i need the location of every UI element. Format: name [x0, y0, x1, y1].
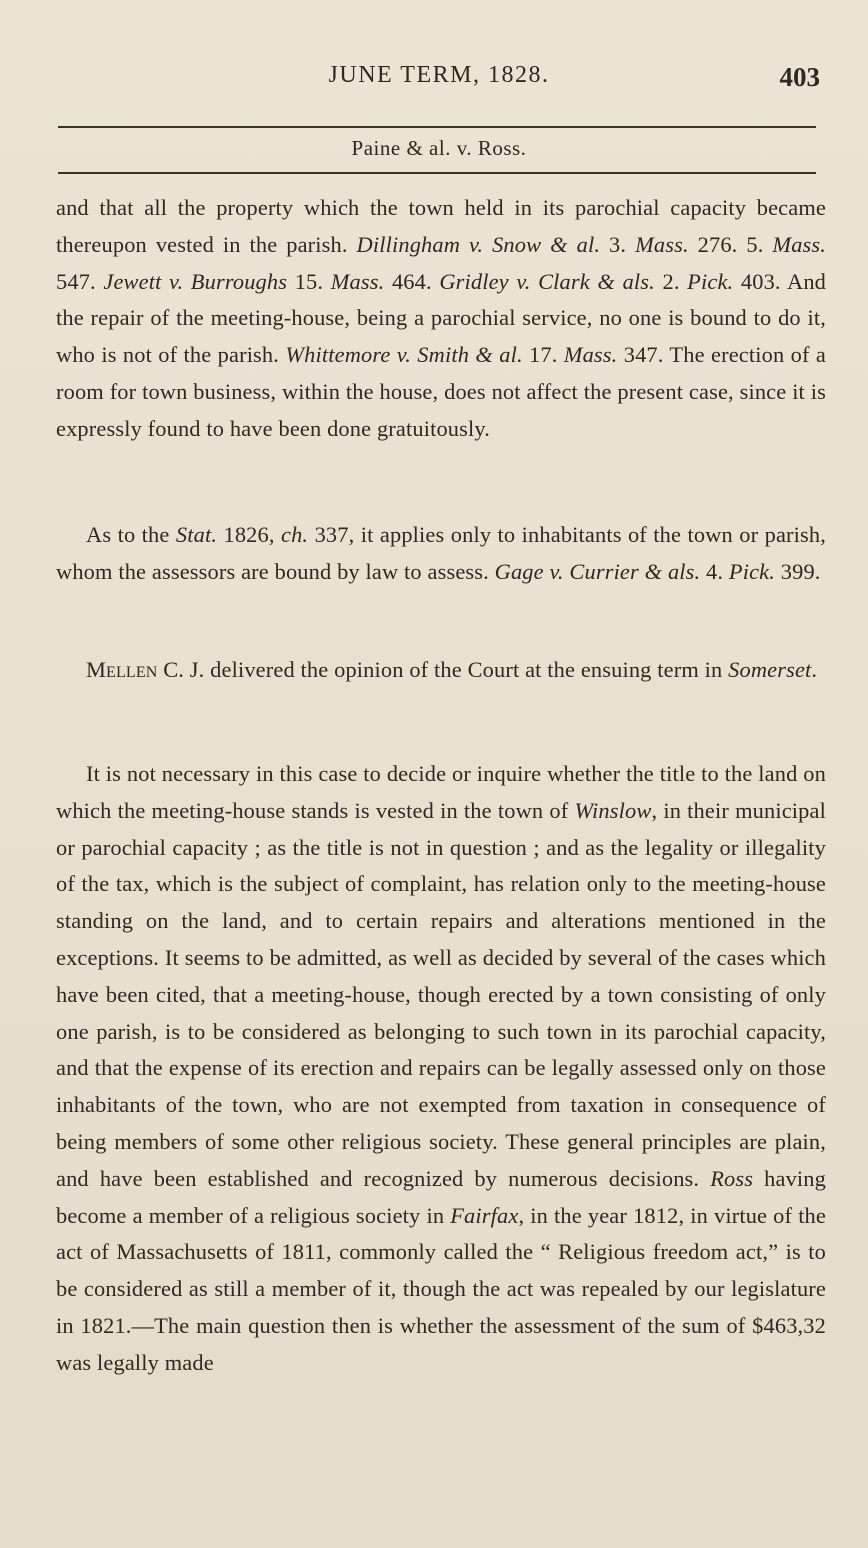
text-run: 17.	[522, 342, 564, 368]
case-citation: Jewett v. Burroughs	[103, 268, 288, 294]
text-run: 276. 5.	[688, 231, 773, 257]
place-name: Fairfax	[450, 1202, 519, 1228]
text-run: As to the	[86, 522, 176, 547]
case-citation: Gage v. Currier & als.	[494, 558, 701, 584]
page-number: 403	[779, 62, 820, 92]
text-run: 3.	[600, 231, 636, 257]
header-rule-bottom	[58, 172, 816, 174]
case-citation: Dillingham v. Snow & al.	[356, 231, 601, 257]
reporter-citation: Mass.	[330, 268, 385, 294]
judge-name: Mellen	[86, 657, 158, 682]
text-run: having become a member of a religious society in	[56, 1165, 826, 1228]
chapter-citation: ch.	[281, 522, 309, 547]
case-citation: Whittemore v. Smith & al.	[285, 342, 523, 368]
text-run: 399.	[775, 558, 821, 584]
reporter-citation: Mass.	[635, 231, 689, 257]
text-run: 337, it applies only to inhabitants of the town or parish, whom the assessors are bound by law to assess.	[56, 522, 826, 584]
text-run: 2.	[654, 268, 688, 294]
town-name: Winslow	[574, 797, 652, 823]
page-header	[56, 62, 822, 98]
text-run: C. J. delivered the opinion of the Court at the ensuing term in	[157, 657, 729, 682]
party-name: Ross	[710, 1165, 754, 1191]
running-head: JUNE TERM, 1828.	[328, 62, 550, 88]
paragraph-statute-argument	[56, 517, 826, 591]
text-run: 464.	[384, 268, 440, 294]
text-run: 1826,	[217, 522, 281, 547]
case-title: Paine & al. v. Ross.	[351, 136, 527, 160]
paragraph-argument-continued	[56, 190, 826, 448]
text-run: 547.	[56, 268, 104, 294]
text-run: and that all the property which the town held in its parochial capacity became thereupon vested in the parish.	[56, 195, 826, 257]
reporter-citation: Pick.	[728, 558, 775, 584]
header-rule-top	[58, 126, 816, 128]
text-run: , in the year 1812, in virtue of the act of Massachusetts of 1811, commonly called the “ Religious freedom act,” is to be considered as still a member of it, though the act was repealed by our legislature in 1821.—The main question then is whether the assessment of the sum of $463,32 was legally made	[56, 1202, 826, 1375]
text-run: 403. And the repair of the meeting-house, being a parochial service, no one is bound to do it, who is not of the parish.	[56, 268, 827, 368]
text-run: 347. The erection of a room for town business, within the house, does not affect the present case, since it is expressly found to have been done gratuitously.	[56, 342, 826, 441]
text-run: .	[811, 657, 818, 682]
reporter-citation: Pick.	[687, 268, 734, 294]
statute-citation: Stat.	[175, 522, 218, 547]
reporter-citation: Mass.	[772, 231, 827, 257]
paragraph-opinion-body	[56, 756, 826, 1382]
paragraph-opinion-intro	[56, 652, 826, 689]
text-run: 15.	[287, 268, 331, 294]
text-run: 4.	[700, 558, 729, 584]
county-name: Somerset	[728, 657, 812, 682]
reporter-citation: Mass.	[563, 342, 618, 368]
case-citation: Gridley v. Clark & als.	[439, 268, 655, 294]
text-run: It is not necessary in this case to decide or inquire whether the title to the land on which the meeting-house stands is vested in the town of	[56, 761, 826, 823]
text-run: , in their municipal or parochial capacity ; as the title is not in question ; and as the legality or illegality of the tax, which is the subject of complaint, has relation only to the meeting-house standing on the land, and to certain repairs and alterations mentioned in the exceptions. It seems to be admitted, as well as decided by several of the cases which have been cited, that a meeting-house, though erected by a town consisting of only one parish, is to be considered as belonging to such town in its parochial capacity, and that the expense of its erection and repairs can be legally assessed only on those inhabitants of the town, who are not exempted from taxation in consequence of being members of some other religious society. These general principles are plain, and have been established and recognized by numerous decisions.	[56, 797, 826, 1191]
